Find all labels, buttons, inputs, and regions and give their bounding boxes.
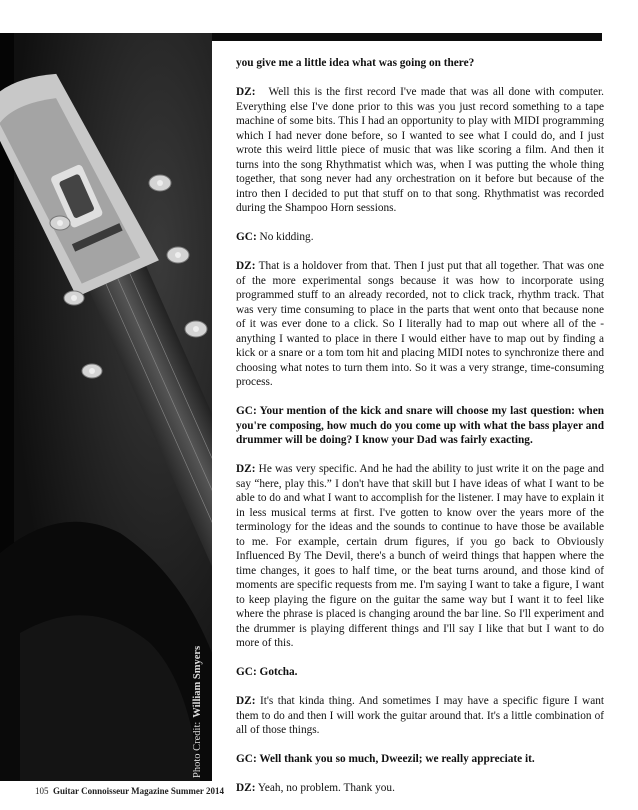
answer-5 xyxy=(236,781,604,796)
page-number: 105 xyxy=(35,786,49,796)
speaker-label: DZ: xyxy=(236,463,256,475)
question-4: GC: Gotcha. xyxy=(236,666,298,678)
answer-text: That is a holdover from that. Then I just put that all together. That was one of the more experimental songs because it was how to incorporate using programmed stuff to an already recorded, not to click track, rhythm track. That was very time consuming to place in the parts that went onto that because none of it was ever done to a click. So I literally had to map out where all of the - anything I wanted to place in there I would either have to map out by finding a kick or a snare or a tom tom hit and placing MIDI notes to synchronize there and choosing what notes to turn them into. So it was a very strange, time-consuming process. xyxy=(236,260,604,388)
answer-1 xyxy=(236,85,604,216)
answer-text: He was very specific. And he had the ability to just write it on the page and say “here, play this.” I don't have that skill but I have ideas of what I want to be able to do and what I want to accomplish for the listener. I may have to explain it in less musical terms at first. I've gotten to know over the years more of the terminology for the ideas and the sounds to continue to have those be available to me. For example, certain drum figures, if you go back to Obviously Influenced By The Devil, there's a bunch of weird things that happen where the time changes, it goes to half time, or the beat turns around, and those kind of moments are specific requests from me. I'm saying I want to take a figure, I want to keep playing the figure on the guitar the same way but I want it to feel like where the phrase is placed is changing around the bar line. So I'll experiment and the drummer is playing different things and I'll say I like that but I want to do more of this. xyxy=(236,463,605,649)
answer-2 xyxy=(236,259,604,390)
answer-text: Well this is the first record I've made that was all done with computer. Everything else I've done prior to this was you just record something to a tape machine of some bits. This I had an opportunity to play with MIDI programming which I had never done before, so I wanted to see what I could do, and I just wrote this weird little piece of music that was like scoring a film. And then it turns into the song Rhythmatist which was, when I was putting the whole thing together, that song never had any orchestration on it before but because of the intro then I decided to put that stuff on to that song. Rhythmatist was recorded during the Shampoo Horn sessions. xyxy=(236,86,604,214)
question-2 xyxy=(236,230,604,245)
answer-3 xyxy=(236,462,604,651)
page-footer xyxy=(35,786,224,796)
article-body xyxy=(236,56,604,810)
speaker-label: GC: xyxy=(236,231,257,243)
photo-credit xyxy=(192,646,203,778)
magazine-name: Guitar Connoisseur Magazine Summer 2014 xyxy=(53,786,225,796)
answer-text: Yeah, no problem. Thank you. xyxy=(257,782,395,794)
answer-text: It's that kinda thing. And sometimes I may have a specific figure I want them to do and then I will work the guitar around that. It's a little combination of all of those things. xyxy=(236,695,605,736)
photo-credit-name: William Smyers xyxy=(192,645,203,718)
speaker-label: DZ: xyxy=(236,782,256,794)
speaker-label: DZ: xyxy=(236,86,256,98)
top-rule xyxy=(212,33,602,41)
question-intro: you give me a little idea what was going on there? xyxy=(236,57,475,69)
guitar-headstock-photo xyxy=(0,33,212,781)
question-5: GC: Well thank you so much, Dweezil; we really appreciate it. xyxy=(236,753,535,765)
answer-4 xyxy=(236,694,604,738)
speaker-label: DZ: xyxy=(236,260,256,272)
speaker-label: DZ: xyxy=(236,695,256,707)
guitar-headstock-illustration xyxy=(0,33,212,781)
photo-credit-label: Photo Credit: xyxy=(192,721,203,778)
question-text: No kidding. xyxy=(259,231,314,243)
question-3: GC: Your mention of the kick and snare will choose my last question: when you're composing, how much do you come up with what the bass player and drummer will be doing? I know your Dad was fairly exacting. xyxy=(236,405,604,446)
